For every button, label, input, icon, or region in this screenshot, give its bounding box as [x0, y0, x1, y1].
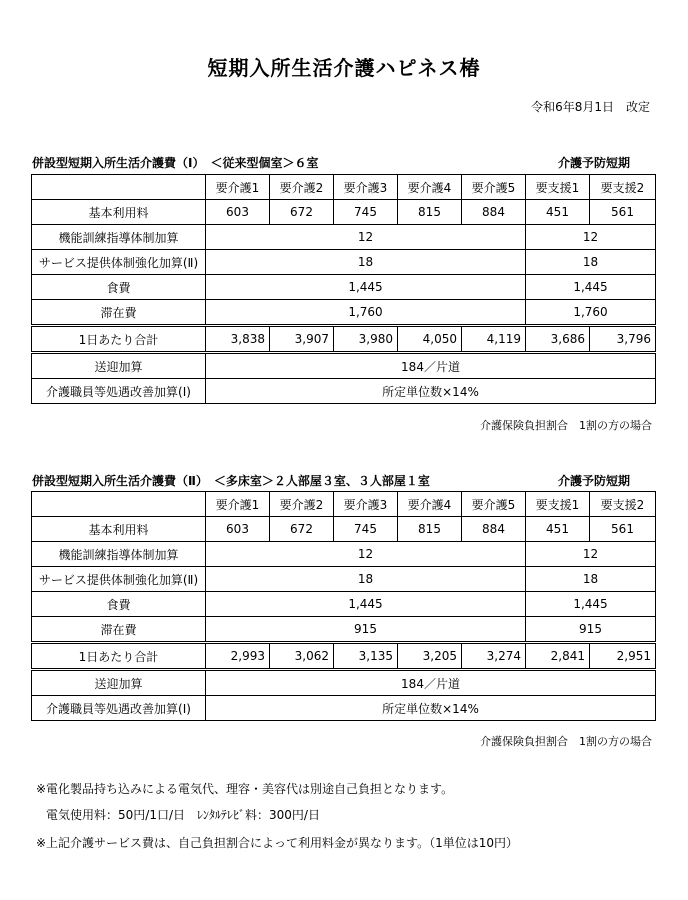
- col-header: 要介護2: [270, 175, 334, 200]
- cell: 18: [526, 250, 656, 275]
- transport-row: [32, 670, 656, 696]
- row-label: 送迎加算: [32, 353, 206, 379]
- row-label: 1日あたり合計: [32, 643, 206, 670]
- page-title: 短期入所生活介護ハピネス椿: [207, 56, 481, 80]
- staff-addition-row: [32, 379, 656, 404]
- cell: 561: [590, 517, 656, 542]
- col-header: 要介護4: [398, 175, 462, 200]
- col-header: 要支援2: [590, 492, 656, 517]
- cell: 12: [206, 542, 526, 567]
- daily-total-row: [32, 643, 656, 670]
- section-2-preventive-label: 介護予防短期: [557, 474, 630, 488]
- cell: 884: [462, 200, 526, 225]
- stay-row: [32, 300, 656, 326]
- note-burden: ※上記介護サービス費は、自己負担割合によって利用料金が異なります。（1単位は10円）: [36, 836, 519, 850]
- cell: 1,445: [206, 275, 526, 300]
- daily-total-row: [32, 326, 656, 353]
- cell: 3,796: [590, 326, 656, 353]
- cell: 672: [270, 200, 334, 225]
- cell: 18: [206, 567, 526, 592]
- base-fee-row: [32, 200, 656, 225]
- cell: 184／片道: [206, 670, 656, 696]
- cell: 2,951: [590, 643, 656, 670]
- cell: 18: [526, 567, 656, 592]
- header-row: [32, 175, 656, 200]
- cell: 1,445: [206, 592, 526, 617]
- meal-row: [32, 592, 656, 617]
- cell: 561: [590, 200, 656, 225]
- cell: 1,760: [206, 300, 526, 326]
- cell: 451: [526, 517, 590, 542]
- corner-cell: [32, 492, 206, 517]
- training-addition-row: [32, 225, 656, 250]
- service-addition-row: [32, 567, 656, 592]
- col-header: 要支援1: [526, 492, 590, 517]
- col-header: 要支援2: [590, 175, 656, 200]
- section-1-preventive-label: 介護予防短期: [557, 156, 630, 170]
- col-header: 要介護5: [462, 175, 526, 200]
- fee-table-1: [31, 174, 656, 404]
- base-fee-row: [32, 517, 656, 542]
- row-label: 送迎加算: [32, 670, 206, 696]
- row-label: 1日あたり合計: [32, 326, 206, 353]
- col-header: 要介護2: [270, 492, 334, 517]
- cell: 12: [526, 225, 656, 250]
- meal-row: [32, 275, 656, 300]
- row-label: 基本利用料: [32, 517, 206, 542]
- row-label: 食費: [32, 592, 206, 617]
- cell: 915: [526, 617, 656, 643]
- row-label: 基本利用料: [32, 200, 206, 225]
- header-row: [32, 492, 656, 517]
- cell: 451: [526, 200, 590, 225]
- section-2-title: 併設型短期入所生活介護費（Ⅱ） ＜多床室＞２人部屋３室、３人部屋１室: [32, 474, 430, 488]
- section-1-heading: [32, 154, 656, 171]
- cell: 3,135: [334, 643, 398, 670]
- note-fees: 電気使用料：50円/1口/日 ﾚﾝﾀﾙﾃﾚﾋﾞ料：300円/日: [46, 808, 320, 822]
- cell: 3,980: [334, 326, 398, 353]
- cell: 所定単位数×14%: [206, 379, 656, 404]
- cell: 3,205: [398, 643, 462, 670]
- row-label: 介護職員等処遇改善加算(Ⅰ): [32, 379, 206, 404]
- section-1-title: 併設型短期入所生活介護費（Ⅰ） ＜従来型個室＞６室: [32, 156, 319, 170]
- cell: 4,050: [398, 326, 462, 353]
- cell: 1,760: [526, 300, 656, 326]
- cell: 12: [206, 225, 526, 250]
- cell: 2,993: [206, 643, 270, 670]
- ratio-note-1: 介護保険負担割合 1割の方の場合: [480, 419, 652, 432]
- row-label: 介護職員等処遇改善加算(Ⅰ): [32, 696, 206, 721]
- col-header: 要介護3: [334, 492, 398, 517]
- cell: 所定単位数×14%: [206, 696, 656, 721]
- cell: 745: [334, 517, 398, 542]
- revision-date: 令和6年8月1日 改定: [531, 100, 650, 114]
- cell: 815: [398, 517, 462, 542]
- cell: 3,907: [270, 326, 334, 353]
- cell: 3,062: [270, 643, 334, 670]
- cell: 1,445: [526, 275, 656, 300]
- transport-row: [32, 353, 656, 379]
- cell: 184／片道: [206, 353, 656, 379]
- cell: 884: [462, 517, 526, 542]
- col-header: 要介護3: [334, 175, 398, 200]
- section-2-heading: [32, 472, 656, 489]
- col-header: 要介護5: [462, 492, 526, 517]
- row-label: 機能訓練指導体制加算: [32, 542, 206, 567]
- row-label: サービス提供体制強化加算(Ⅱ): [32, 250, 206, 275]
- note-electric: ※電化製品持ち込みによる電気代、理容・美容代は別途自己負担となります。: [36, 782, 454, 796]
- cell: 12: [526, 542, 656, 567]
- col-header: 要介護4: [398, 492, 462, 517]
- cell: 3,274: [462, 643, 526, 670]
- staff-addition-row: [32, 696, 656, 721]
- service-addition-row: [32, 250, 656, 275]
- col-header: 要介護1: [206, 492, 270, 517]
- row-label: 食費: [32, 275, 206, 300]
- cell: 603: [206, 200, 270, 225]
- cell: 603: [206, 517, 270, 542]
- cell: 672: [270, 517, 334, 542]
- row-label: サービス提供体制強化加算(Ⅱ): [32, 567, 206, 592]
- stay-row: [32, 617, 656, 643]
- cell: 3,686: [526, 326, 590, 353]
- ratio-note-2: 介護保険負担割合 1割の方の場合: [480, 735, 652, 748]
- cell: 4,119: [462, 326, 526, 353]
- row-label: 機能訓練指導体制加算: [32, 225, 206, 250]
- cell: 1,445: [526, 592, 656, 617]
- cell: 18: [206, 250, 526, 275]
- row-label: 滞在費: [32, 300, 206, 326]
- row-label: 滞在費: [32, 617, 206, 643]
- col-header: 要介護1: [206, 175, 270, 200]
- cell: 3,838: [206, 326, 270, 353]
- fee-table-2: [31, 491, 656, 721]
- cell: 745: [334, 200, 398, 225]
- corner-cell: [32, 175, 206, 200]
- cell: 2,841: [526, 643, 590, 670]
- col-header: 要支援1: [526, 175, 590, 200]
- cell: 915: [206, 617, 526, 643]
- training-addition-row: [32, 542, 656, 567]
- cell: 815: [398, 200, 462, 225]
